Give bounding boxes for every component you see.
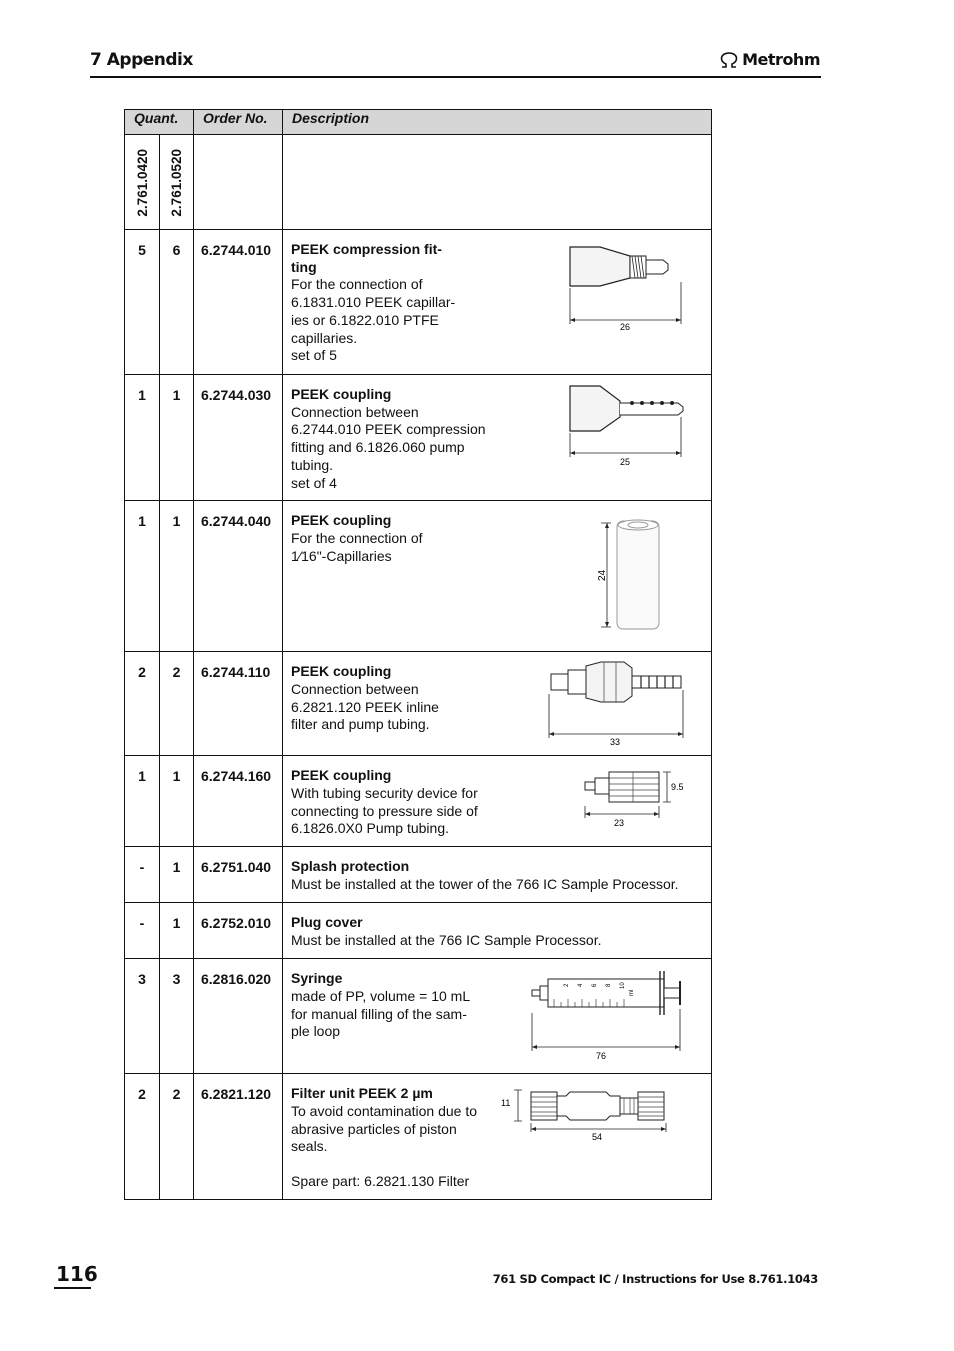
item-desc-line: For the connection of [291,276,423,293]
dimension-label: 9.5 [671,782,684,793]
table-row [125,501,712,652]
dimension-label: 76 [596,1051,607,1062]
item-desc-line: 1⁄16"-Capillaries [291,547,392,564]
syringe-drawing [530,969,700,1064]
item-title: PEEK coupling [291,767,392,784]
table-row [125,230,712,375]
scale-label: 2 [564,983,570,988]
order-number: 6.2752.010 [194,903,283,959]
table-row [125,652,712,756]
order-number: 6.2816.020 [194,959,283,1074]
brand-name: Metrohm [742,50,820,69]
order-number: 6.2744.040 [194,501,283,652]
dimension-label: 54 [592,1132,603,1143]
col-header-quant: Quant. [125,110,194,135]
quant-cell: 2 [125,652,160,756]
table-row [125,375,712,501]
quant-cell: 1 [125,501,160,652]
item-desc-line: ple loop [291,1023,341,1040]
quant-cell: 5 [125,230,160,375]
item-desc-line: for manual filling of the sam- [291,1005,467,1022]
item-title: PEEK coupling [291,512,392,529]
table-row [125,959,712,1074]
quant-cell: 1 [160,375,194,501]
quant-cell: 1 [160,903,194,959]
item-desc-line: abrasive particles of piston [291,1120,457,1137]
table-row [125,903,712,959]
dimension-label: 33 [610,737,621,748]
omega-icon [719,52,739,68]
item-title: PEEK coupling [291,386,392,402]
quant-cell: 1 [125,375,160,501]
item-desc-line: set of 5 [291,347,337,364]
quant-cell: 2 [125,1074,160,1200]
col-header-order-no: Order No. [194,110,283,135]
description-cell [283,847,712,903]
item-desc-line: 6.2744.010 PEEK compression [291,421,486,438]
item-title: Syringe [291,970,343,987]
table-row [125,756,712,847]
order-number: 6.2751.040 [194,847,283,903]
scale-label: 8 [606,983,612,988]
quant-cell: 1 [160,847,194,903]
item-desc-line: 6.1831.010 PEEK capillar- [291,294,456,311]
table-header-row [125,110,712,135]
dimension-label: 23 [614,818,625,829]
quant-cell: 3 [160,959,194,1074]
description-cell [283,903,712,959]
brand-logo [719,50,820,69]
scale-label: 4 [578,983,584,988]
description-cell [283,1074,712,1200]
compression-fitting-drawing [568,242,688,332]
table-row [125,1074,712,1200]
item-desc-line: 6.2821.120 PEEK inline [291,698,439,715]
item-desc-line: With tubing security device for [291,784,478,801]
model-label: 2.761.0520 [169,149,184,217]
item-desc-line: fitting and 6.1826.060 pump [291,439,465,456]
description-cell [283,756,712,847]
quant-cell: 1 [160,756,194,847]
item-desc-line: tubing. [291,456,334,473]
item-desc-line: made of PP, volume = 10 mL [291,987,471,1004]
description-cell [283,959,712,1074]
document-title: 761 SD Compact IC / Instructions for Use 8.761.1043 [492,1272,818,1286]
item-desc-line: Must be installed at the 766 IC Sample Processor. [291,931,602,948]
quant-cell: - [125,903,160,959]
quant-cell: - [125,847,160,903]
coupling-cylinder-drawing [591,515,671,637]
dimension-label: 26 [620,322,631,332]
item-desc-line: To avoid contamination due to [291,1102,478,1119]
model-label: 2.761.0420 [134,149,150,217]
dimension-label: 24 [597,570,608,582]
security-coupling-drawing [583,768,708,830]
item-desc-line: ies or 6.1822.010 PTFE [291,311,439,328]
spare-part-note: Spare part: 6.2821.130 Filter [291,1173,470,1190]
scale-label: 6 [592,983,598,988]
item-title: ting [291,258,317,275]
scale-label: 10 [620,982,626,990]
dimension-label: 25 [620,457,631,467]
item-desc-line: Must be installed at the tower of the 766 IC Sample Processor. [291,875,679,892]
page-number-rule [54,1287,91,1289]
description-cell [283,652,712,756]
quant-cell: 1 [125,756,160,847]
dimension-label: 11 [501,1098,511,1109]
order-number: 6.2744.010 [194,230,283,375]
parts-table [124,109,712,1200]
table-row [125,847,712,903]
quant-cell: 2 [160,652,194,756]
item-desc-line: filter and pump tubing. [291,716,430,733]
coupling-drawing [568,383,688,471]
page-number: 116 [56,1262,98,1286]
filter-unit-drawing [498,1086,688,1146]
description-cell [283,501,712,652]
unit-label: ml [629,989,635,997]
col-header-description: Description [283,110,712,135]
order-number: 6.2821.120 [194,1074,283,1200]
description-cell [283,375,712,501]
item-desc-line: seals. [291,1138,328,1155]
item-desc-line: Connection between [291,680,419,697]
section-title: 7 Appendix [90,50,193,70]
item-desc-line: 6.1826.0X0 Pump tubing. [291,820,450,837]
item-desc-line: For the connection of [291,529,423,546]
item-title: Plug cover [291,914,363,931]
order-number: 6.2744.110 [194,652,283,756]
order-number: 6.2744.160 [194,756,283,847]
quant-cell: 3 [125,959,160,1074]
header-rule [90,76,821,78]
item-desc-line: capillaries. [291,329,358,346]
inline-coupling-drawing [546,658,696,750]
quant-cell: 1 [160,501,194,652]
quant-cell: 2 [160,1074,194,1200]
item-title: PEEK compression fit- [291,241,442,257]
item-desc-line: Connection between [291,403,419,420]
item-desc-line: set of 4 [291,474,337,491]
item-title: Splash protection [291,858,410,875]
item-desc-line: connecting to pressure side of [291,802,478,819]
item-title: PEEK coupling [291,663,392,680]
description-cell [283,230,712,375]
order-number: 6.2744.030 [194,375,283,501]
item-title: Filter unit PEEK 2 µm [291,1085,433,1102]
model-row [125,135,712,230]
quant-cell: 6 [160,230,194,375]
